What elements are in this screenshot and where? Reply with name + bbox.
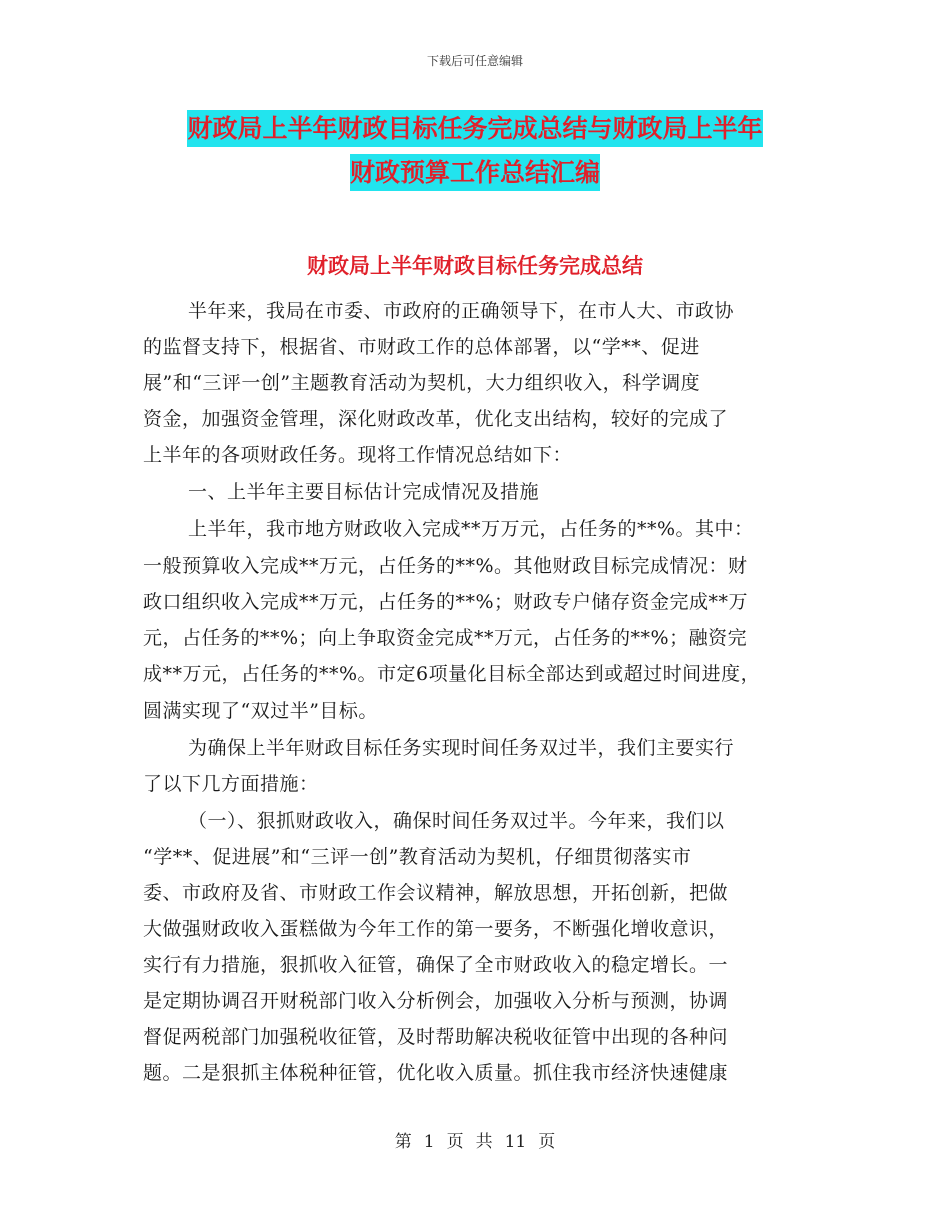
header-note: 下载后可任意编辑 bbox=[426, 54, 523, 68]
body-line: 展”和“三评一创”主题教育活动为契机，大力组织收入，科学调度 bbox=[143, 372, 701, 394]
footer-word: 页 bbox=[446, 1132, 464, 1152]
page-number: 1 bbox=[423, 1132, 435, 1152]
page-footer bbox=[0, 1127, 950, 1152]
title-line-2: 财政预算工作总结汇编 bbox=[0, 160, 950, 185]
body-line: 政口组织收入完成**万元，占任务的**%；财政专户储存资金完成**万 bbox=[143, 591, 749, 613]
body-line: 为确保上半年财政目标任务实现时间任务双过半，我们主要实行 bbox=[188, 737, 735, 759]
section-title: 财政局上半年财政目标任务完成总结 bbox=[307, 253, 643, 278]
body-line: 成**万元，占任务的**%。市定6项量化目标全部达到或超过时间进度， bbox=[143, 663, 761, 685]
body-line: 上半年，我市地方财政收入完成**万万元，占任务的**%。其中： bbox=[188, 518, 754, 540]
body-line: 一般预算收入完成**万元，占任务的**%。其他财政目标完成情况：财 bbox=[143, 555, 748, 577]
body-line: 委、市政府及省、市财政工作会议精神，解放思想，开拓创新，把做 bbox=[143, 882, 729, 904]
body-line: 元，占任务的**%；向上争取资金完成**万元，占任务的**%；融资完 bbox=[143, 627, 748, 649]
body-line: 督促两税部门加强税收征管，及时帮助解决税收征管中出现的各种问 bbox=[143, 1026, 729, 1048]
body-line: 了以下几方面措施： bbox=[143, 773, 319, 795]
body-line: 题。二是狠抓主体税种征管，优化收入质量。抓住我市经济快速健康 bbox=[143, 1062, 729, 1084]
body-line: 圆满实现了“双过半”目标。 bbox=[143, 700, 378, 722]
footer-word: 第 bbox=[394, 1132, 412, 1152]
body-line: 一、上半年主要目标估计完成情况及措施 bbox=[188, 481, 540, 503]
body-line: 实行有力措施，狠抓收入征管，确保了全市财政收入的稳定增长。一 bbox=[143, 954, 729, 976]
title-line-1: 财政局上半年财政目标任务完成总结与财政局上半年 bbox=[0, 116, 950, 141]
body-line: 的监督支持下，根据省、市财政工作的总体部署，以“学**、促进 bbox=[143, 336, 700, 358]
total-pages: 11 bbox=[504, 1132, 527, 1152]
body-line: 半年来，我局在市委、市政府的正确领导下，在市人大、市政协 bbox=[188, 300, 735, 322]
body-line: “学**、促进展”和“三评一创”教育活动为契机，仔细贯彻落实市 bbox=[143, 846, 692, 868]
body-line: 是定期协调召开财税部门收入分析例会，加强收入分析与预测，协调 bbox=[143, 990, 729, 1012]
body-line: 大做强财政收入蛋糕做为今年工作的第一要务，不断强化增收意识， bbox=[143, 918, 729, 940]
body-line: （一）、狠抓财政收入，确保时间任务双过半。今年来，我们以 bbox=[188, 810, 725, 832]
body-line: 上半年的各项财政任务。现将工作情况总结如下： bbox=[143, 444, 573, 466]
footer-word: 共 bbox=[475, 1132, 493, 1152]
footer-word: 页 bbox=[538, 1132, 556, 1152]
body-line: 资金，加强资金管理，深化财政改革，优化支出结构，较好的完成了 bbox=[143, 408, 729, 430]
